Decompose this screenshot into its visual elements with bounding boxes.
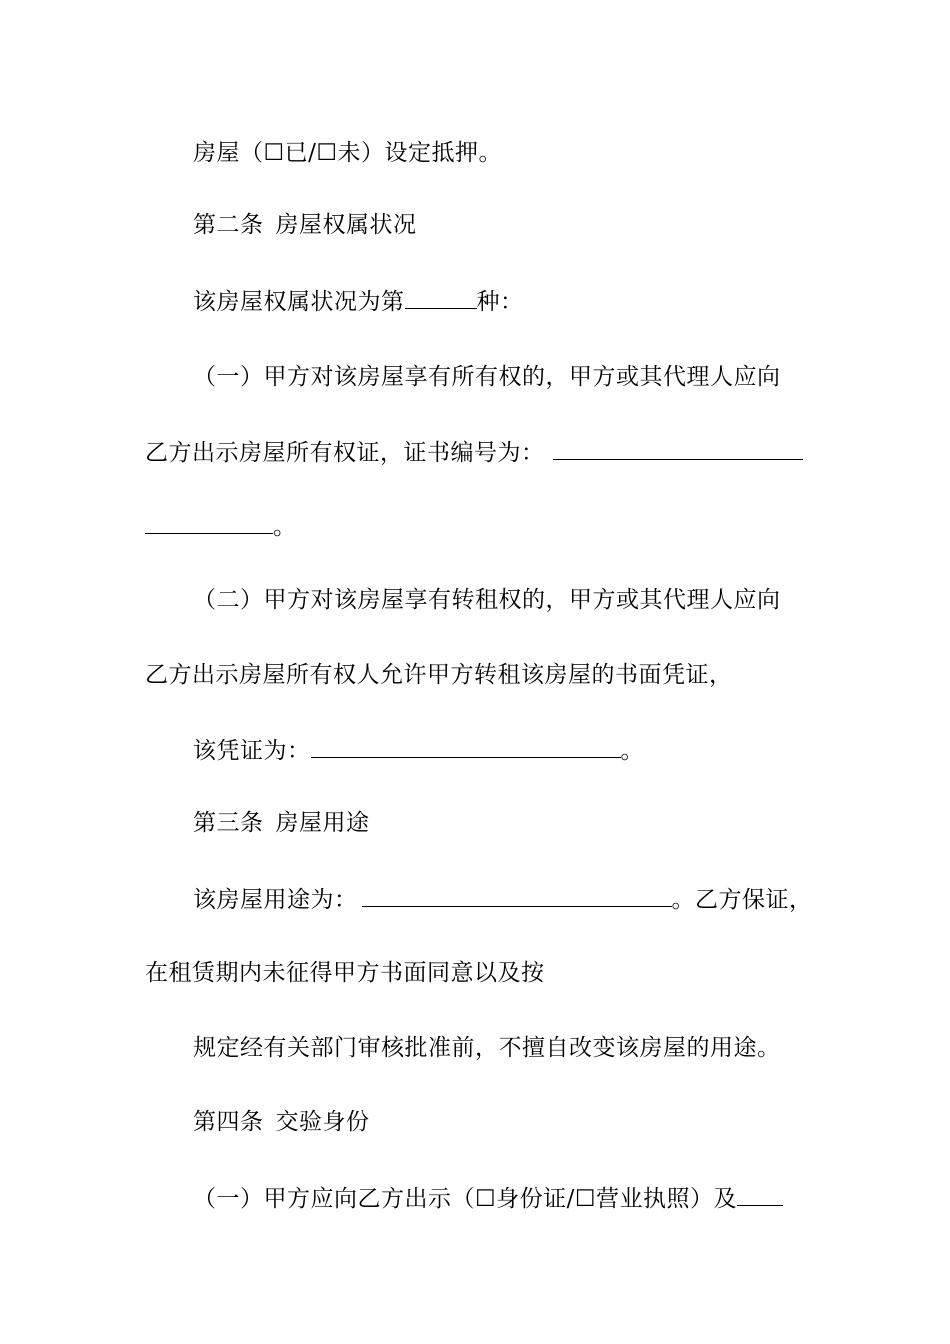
item-2-text-1: （二）甲方对该房屋享有转租权的，甲方或其代理人应向 — [193, 587, 781, 613]
use-text-2: 在租赁期内未征得甲方书面同意以及按 — [145, 960, 545, 986]
item-1-text-2: 乙方出示房屋所有权证，证书编号为： — [145, 440, 545, 466]
certificate-number-blank-cont — [145, 511, 273, 534]
item-4-blank — [737, 1183, 783, 1206]
item-2-line-3 — [193, 735, 644, 766]
item-2-end: 。 — [620, 738, 644, 764]
use-text-3: 规定经有关部门审核批准前，不擅自改变该房屋的用途。 — [193, 1035, 781, 1061]
use-blank — [362, 884, 672, 907]
item-2-text-2: 乙方出示房屋所有权人允许甲方转租该房屋的书面凭证， — [145, 662, 733, 688]
item-4-text-1: （一）甲方应向乙方出示（☐身份证/☐营业执照）及 — [193, 1186, 737, 1212]
ownership-intro-suffix: 种： — [476, 289, 524, 315]
item-4-line-1 — [193, 1183, 783, 1214]
item-1-end: 。 — [273, 514, 297, 540]
item-2-line-2 — [145, 660, 733, 690]
item-1-text-1: （一）甲方对该房屋享有所有权的，甲方或其代理人应向 — [193, 364, 781, 390]
use-line-2 — [145, 958, 545, 988]
article-3-title: 房屋用途 — [275, 810, 370, 836]
article-2-number: 第二条 — [193, 212, 264, 238]
voucher-blank — [311, 735, 621, 758]
article-2-heading — [193, 210, 417, 240]
article-4-heading — [193, 1107, 370, 1137]
ownership-type-blank — [405, 286, 477, 309]
article-3-heading — [193, 808, 370, 838]
use-label: 该房屋用途为： — [193, 887, 358, 913]
article-4-number: 第四条 — [193, 1109, 264, 1135]
ownership-intro-line — [193, 286, 524, 317]
ownership-intro-prefix: 该房屋权属状况为第 — [193, 289, 405, 315]
use-line-1 — [193, 884, 813, 915]
mortgage-line — [193, 138, 502, 168]
voucher-label: 该凭证为： — [193, 738, 311, 764]
article-4-title: 交验身份 — [275, 1109, 370, 1135]
article-2-title: 房屋权属状况 — [275, 212, 417, 238]
use-line-3 — [193, 1033, 781, 1063]
item-1-line-3 — [145, 511, 297, 542]
item-2-line-1 — [193, 585, 781, 615]
mortgage-text: 房屋（☐已/☐未）设定抵押。 — [193, 140, 502, 166]
article-3-number: 第三条 — [193, 810, 264, 836]
use-guarantee: 。乙方保证， — [671, 887, 813, 913]
item-1-line-2 — [145, 437, 803, 468]
certificate-number-blank — [553, 437, 803, 460]
item-1-line-1 — [193, 362, 781, 392]
